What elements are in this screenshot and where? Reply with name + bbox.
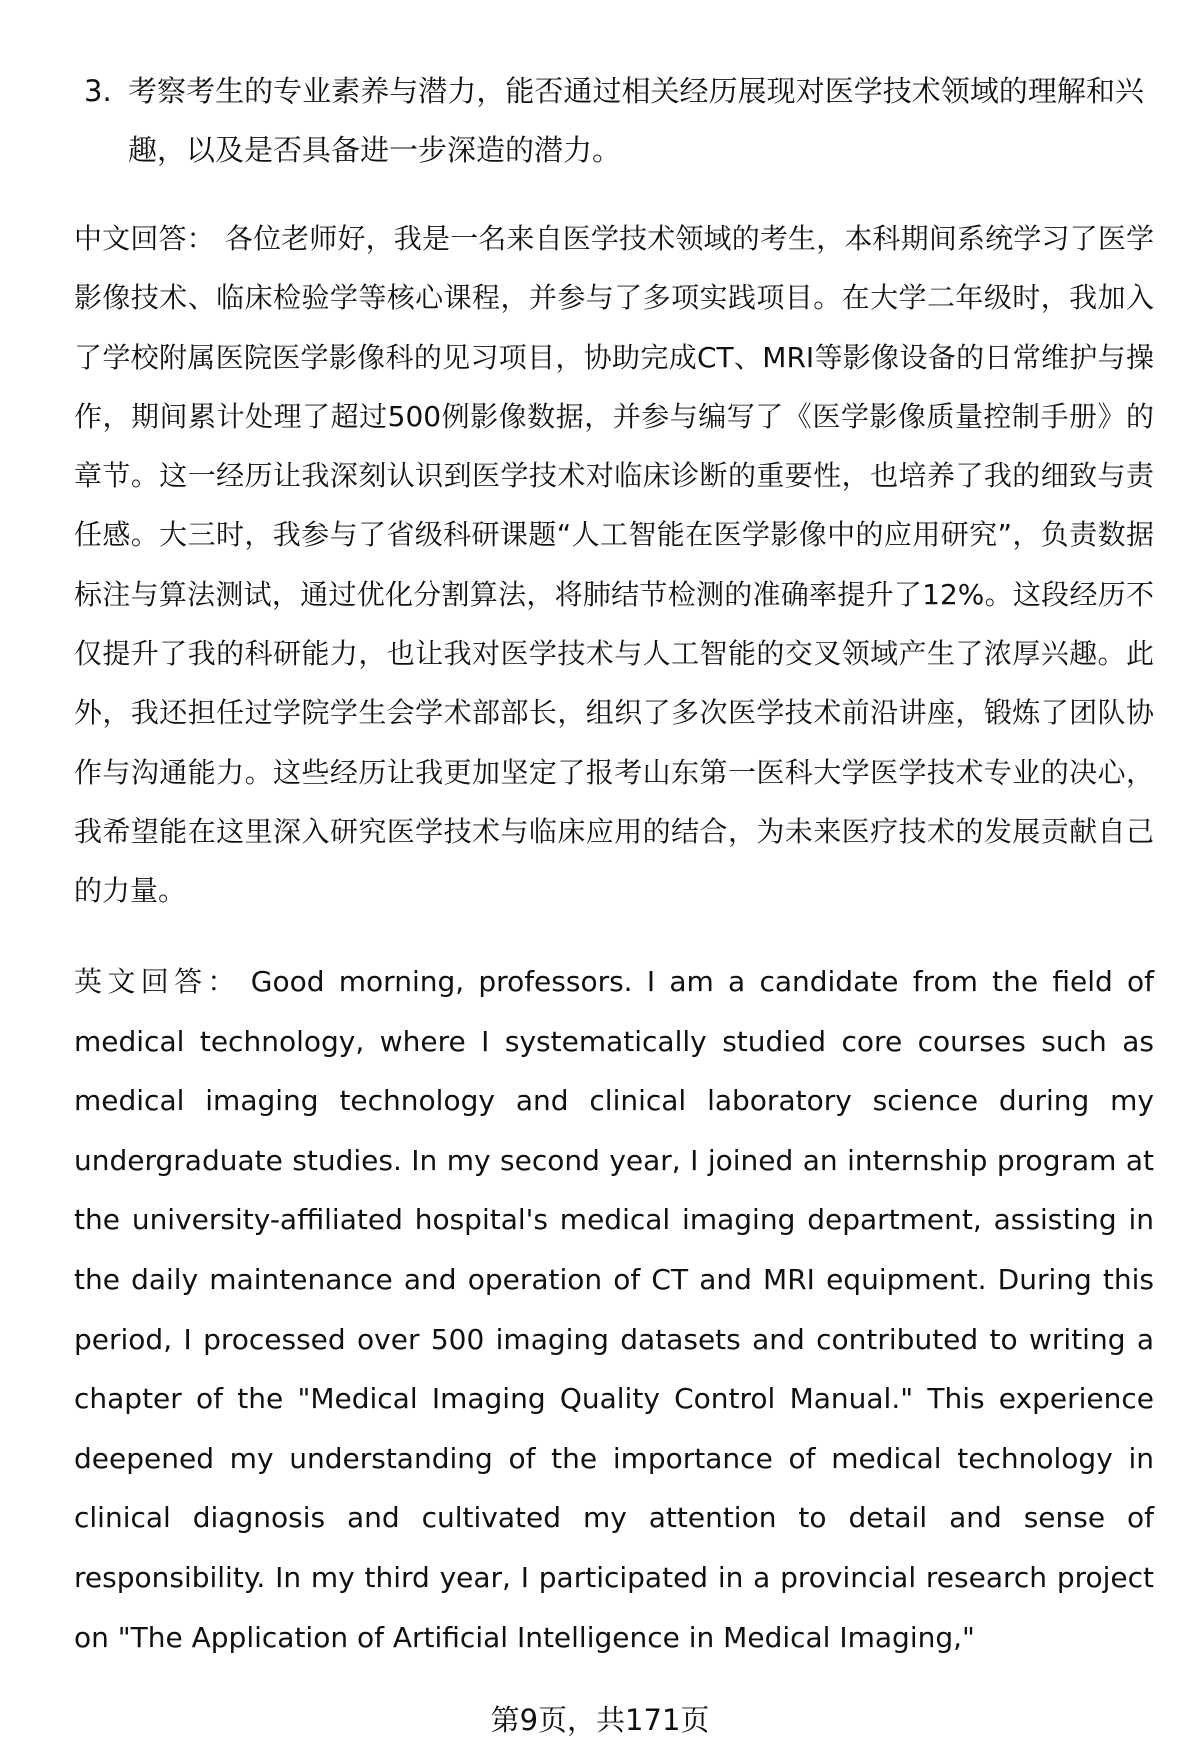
list-item-3 [84,62,1144,180]
english-answer-text: Good morning, professors. I am a candidate from the field of medical technology, where I systematically studied core courses such as medical imaging technology and clinical laboratory science during my undergraduate studies. In my second year, I joined an internship program at the university-affiliated hospital's medical imaging department, assisting in the daily maintenance and operation of CT and MRI equipment. During this period, I processed over 500 imaging datasets and contributed to writing a chapter of the "Medical Imaging Quality Control Manual." This experience deepened my understanding of the importance of medical technology in clinical diagnosis and cultivated my attention to detail and sense of responsibility. In my third year, I participated in a provincial research project on "The Application of Artificial Intelligence in Medical Imaging," [74,965,1154,1654]
english-answer-label: 英文回答： [74,965,241,998]
list-number: 3. [84,74,112,108]
chinese-answer-paragraph [74,209,1154,921]
chinese-answer-text: 各位老师好，我是一名来自医学技术领域的考生，本科期间系统学习了医学影像技术、临床检验学等核心课程，并参与了多项实践项目。在大学二年级时，我加入了学校附属医院医学影像科的见习项目，协助完成CT、MRI等影像设备的日常维护与操作，期间累计处理了超过500例影像数据，并参与编写了《医学影像质量控制手册》的章节。这一经历让我深刻认识到医学技术对临床诊断的重要性，也培养了我的细致与责任感。大三时，我参与了省级科研课题“人工智能在医学影像中的应用研究”，负责数据标注与算法测试，通过优化分割算法，将肺结节检测的准确率提升了12%。这段经历不仅提升了我的科研能力，也让我对医学技术与人工智能的交叉领域产生了浓厚兴趣。此外，我还担任过学院学生会学术部部长，组织了多次医学技术前沿讲座，锻炼了团队协作与沟通能力。这些经历让我更加坚定了报考山东第一医科大学医学技术专业的决心，我希望能在这里深入研究医学技术与临床应用的结合，为未来医疗技术的发展贡献自己的力量。 [74,222,1154,908]
english-answer-paragraph [74,952,1154,1667]
chinese-answer-label: 中文回答： [74,222,215,255]
list-item-text: 考察考生的专业素养与潜力，能否通过相关经历展现对医学技术领域的理解和兴趣，以及是否具备进一步深造的潜力。 [128,74,1144,167]
page-footer: 第9页，共171页 [490,1703,710,1737]
